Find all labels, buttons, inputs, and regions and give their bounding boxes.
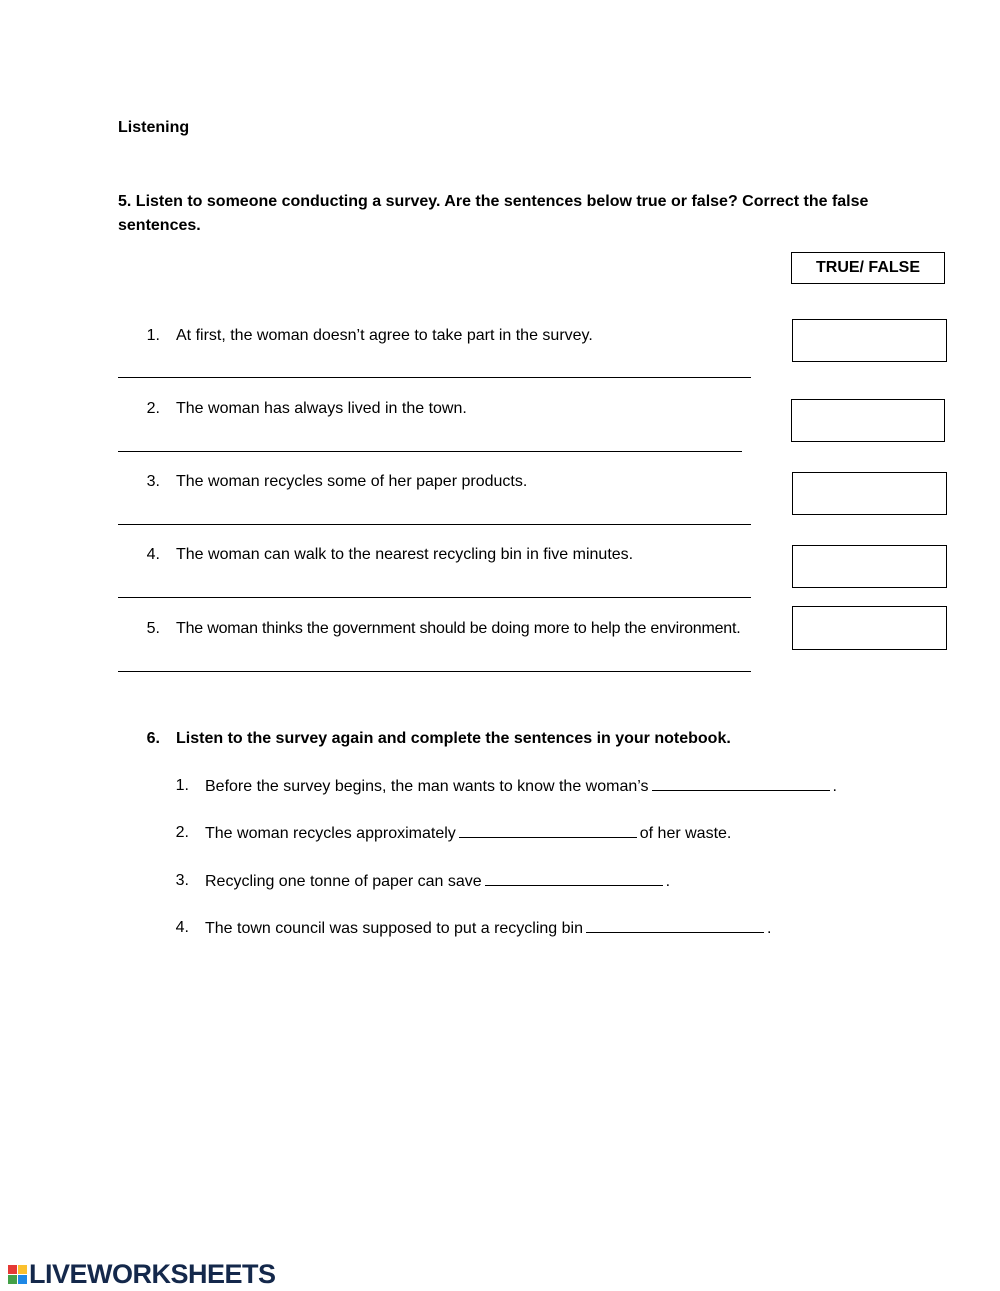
true-false-header-label: TRUE/ FALSE	[815, 259, 920, 276]
true-false-header	[791, 252, 945, 284]
fill-in-blank-2[interactable]	[459, 823, 637, 838]
true-false-answer-box-4[interactable]	[792, 545, 947, 588]
exercise6-heading: Listen to the survey again and complete the sentences in your notebook.	[176, 730, 731, 747]
fill-in-blank-3[interactable]	[485, 871, 663, 886]
true-false-answer-box-3[interactable]	[792, 472, 947, 515]
sentence-end: .	[665, 873, 671, 890]
item-number: 2.	[146, 400, 160, 417]
correction-line-5[interactable]	[118, 671, 751, 672]
statement-1: At first, the woman doesn’t agree to take part in the survey.	[176, 327, 593, 344]
logo-mark-icon	[8, 1265, 27, 1284]
item-number: 4.	[175, 919, 189, 936]
correction-line-2[interactable]	[118, 451, 742, 452]
liveworksheets-logo[interactable]	[8, 1260, 276, 1288]
sentence-text: The town council was supposed to put a recycling bin	[205, 920, 583, 937]
statement-5: The woman thinks the government should be doing more to help the environment.	[176, 620, 741, 637]
item-number: 1.	[146, 327, 160, 344]
exercise5-heading-line1: 5. Listen to someone conducting a survey. Are the sentences below true or false? Correct the false	[118, 193, 869, 210]
logo-text: LIVEWORKSHEETS	[29, 1258, 276, 1289]
exercise5-heading-line2: sentences.	[118, 217, 201, 234]
item-number: 5.	[146, 620, 160, 637]
correction-line-3[interactable]	[118, 524, 751, 525]
completion-sentence-4	[205, 918, 771, 939]
sentence-end: of her waste.	[639, 825, 732, 842]
exercise6-number: 6.	[146, 730, 160, 747]
sentence-text: The woman recycles approximately	[205, 825, 456, 842]
item-number: 3.	[146, 473, 160, 490]
sentence-text: Before the survey begins, the man wants to know the woman’s	[205, 778, 649, 795]
item-number: 1.	[175, 777, 189, 794]
fill-in-blank-4[interactable]	[586, 918, 764, 933]
completion-sentence-1	[205, 776, 837, 797]
true-false-answer-box-2[interactable]	[791, 399, 945, 442]
item-number: 3.	[175, 872, 189, 889]
true-false-answer-box-1[interactable]	[792, 319, 947, 362]
statement-3: The woman recycles some of her paper products.	[176, 473, 528, 490]
completion-sentence-2	[205, 823, 731, 844]
sentence-end: .	[832, 778, 837, 795]
fill-in-blank-1[interactable]	[652, 776, 830, 791]
true-false-answer-box-5[interactable]	[792, 606, 947, 650]
sentence-end: .	[767, 920, 772, 937]
completion-sentence-3	[205, 871, 670, 892]
sentence-text: Recycling one tonne of paper can save	[205, 873, 482, 890]
statement-2: The woman has always lived in the town.	[176, 400, 467, 417]
section-title: Listening	[118, 119, 190, 136]
item-number: 2.	[175, 824, 189, 841]
statement-4: The woman can walk to the nearest recycling bin in five minutes.	[176, 546, 634, 563]
correction-line-4[interactable]	[118, 597, 751, 598]
item-number: 4.	[146, 546, 160, 563]
correction-line-1[interactable]	[118, 377, 751, 378]
